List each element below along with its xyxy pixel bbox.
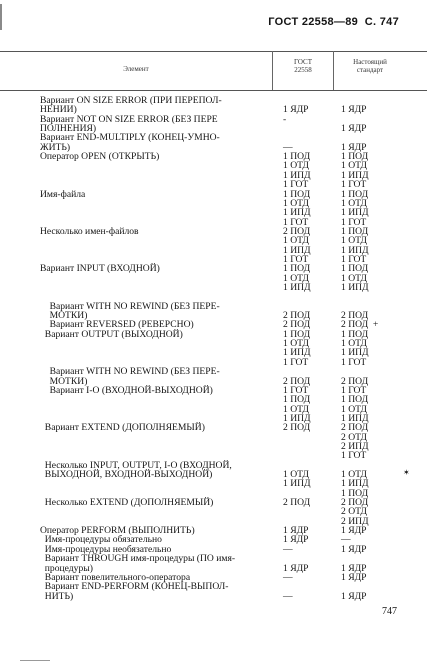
standard-cell: 1 ИПД	[341, 169, 369, 181]
standard-cell: 1 ПОД	[341, 328, 369, 340]
bottom-mark	[20, 660, 50, 661]
standard-cell: 1 ЯДР	[341, 562, 367, 574]
element-cell: ЖИТЬ)	[40, 141, 71, 153]
element-cell: ПОЛНЕНИЯ)	[40, 123, 97, 135]
element-cell: ВЫХОДНОЙ, ВХОДНОЙ-ВЫХОДНОЙ)	[40, 469, 213, 480]
gost-cell: 1 ИПД	[283, 478, 311, 490]
standard-cell: 1 ПОД	[341, 263, 369, 275]
element-cell: Оператор OPEN (ОТКРЫТЬ)	[40, 151, 160, 163]
gost-cell: 1 ГОТ	[283, 384, 309, 396]
standard-cell: 1 ОТД	[341, 469, 367, 480]
standard-cell: 1 ЯДР	[341, 571, 367, 583]
standard-cell: 2 ИПД	[341, 440, 369, 452]
standard-cell: 2 ПОД	[341, 310, 369, 322]
element-cell: Имя-процедуры необязательно	[40, 543, 172, 555]
gost-cell: 1 ИПД	[283, 207, 311, 219]
element-cell: Вариант END-PERFORM (КОНЕЦ-ВЫПОЛ-	[40, 581, 229, 593]
element-cell: Вариант REVERSED (РЕВЕРСНО)	[40, 319, 194, 331]
standard-cell: 2 ПОД	[341, 375, 369, 387]
gost-cell: —	[283, 543, 293, 555]
element-cell: Вариант I-O (ВХОДНОЙ-ВЫХОДНОЙ)	[40, 384, 213, 396]
gost-cell: 2 ПОД	[283, 225, 311, 237]
standard-cell: 2 ОТД	[341, 506, 367, 518]
standard-cell: 1 ОТД	[341, 403, 367, 415]
column-header-standard-line1: Настоящий	[353, 58, 387, 66]
gost-cell: 2 ПОД	[283, 319, 311, 331]
gost-cell: 1 ЯДР	[283, 525, 309, 537]
standard-cell: 1 ИПД	[341, 282, 369, 293]
gost-cell: 1 ОТД	[283, 403, 309, 415]
element-cell: Вариант OUTPUT (ВЫХОДНОЙ)	[40, 328, 183, 340]
element-cell: Вариант NOT ON SIZE ERROR (БЕЗ ПЕРЕ	[40, 113, 218, 125]
element-cell: Оператор PERFORM (ВЫПОЛНИТЬ)	[40, 525, 195, 537]
element-cell: Вариант INPUT (ВХОДНОЙ)	[40, 263, 160, 275]
gost-cell: -	[283, 113, 287, 125]
margin-mark: ✶	[403, 468, 410, 477]
standard-cell: 1 ИПД	[341, 207, 369, 219]
standard-cell: 1 ЯДР	[341, 104, 367, 116]
gost-cell: 1 ГОТ	[283, 356, 309, 368]
gost-cell: 1 ПОД	[283, 394, 311, 406]
standard-cell: 1 ЯДР	[341, 525, 367, 537]
gost-cell: 1 ИПД	[283, 169, 311, 181]
gost-cell: 1 ОТД	[283, 160, 309, 172]
table-top-rule	[0, 51, 427, 52]
standard-cell: 1 ПОД	[341, 487, 369, 499]
standard-cell: 1 ГОТ	[341, 179, 367, 191]
standard-cell: 1 ОТД	[341, 160, 367, 172]
standard-cell: 1 ГОТ	[341, 356, 367, 368]
standard-number: ГОСТ 22558—89	[268, 16, 359, 28]
column-header-gost-line2: 22558	[294, 66, 312, 74]
standard-cell: 2 ПОД	[341, 497, 369, 509]
element-cell: НИТЬ)	[40, 590, 74, 602]
element-cell: Вариант WITH NO REWIND (БЕЗ ПЕРЕ-	[40, 366, 220, 378]
standard-cell: 1 ОТД	[341, 235, 367, 247]
standard-cell: 1 ЯДР	[341, 543, 367, 555]
element-cell: МОТКИ)	[40, 310, 88, 322]
standard-cell: 1 ГОТ	[341, 253, 367, 265]
gost-cell: 1 ЯДР	[283, 562, 309, 574]
column-header-element: Элемент	[123, 65, 149, 73]
element-cell: Вариант THROUGH имя-процедуры (ПО имя-	[40, 553, 236, 565]
column-divider-1	[272, 51, 273, 90]
gost-cell: 1 ПОД	[283, 328, 311, 340]
standard-cell: 2 ПОД +	[341, 319, 379, 331]
standard-cell: 1 ОТД	[341, 272, 367, 284]
column-header-standard-line2: стандарт	[356, 66, 384, 74]
gost-cell: —	[283, 141, 293, 153]
gost-cell: 1 ОТД	[283, 272, 309, 284]
header-page: С. 747	[364, 16, 399, 28]
element-cell: НЕНИИ)	[40, 104, 77, 116]
standard-cell: 1 ГОТ	[341, 384, 367, 396]
gost-cell: —	[283, 571, 293, 583]
gost-cell: 2 ПОД	[283, 310, 311, 322]
standard-cell: 1 ПОД	[341, 151, 369, 163]
gost-cell: 1 ПОД	[283, 151, 311, 163]
element-cell: Вариант ON SIZE ERROR (ПРИ ПЕРЕПОЛ-	[40, 95, 222, 106]
standard-cell: 1 ЯДР	[341, 123, 367, 135]
element-cell: Вариант EXTEND (ДОПОЛНЯЕМЫЙ)	[40, 422, 205, 434]
column-divider-2	[333, 51, 334, 90]
standard-cell: 2 ПОД	[341, 422, 369, 434]
element-cell: Несколько имен-файлов	[40, 225, 139, 237]
standard-cell: 1 ГОТ	[341, 216, 367, 228]
column-header-standard	[335, 58, 405, 74]
gost-cell: 1 ИПД	[283, 244, 311, 256]
gost-cell: 2 ПОД	[283, 497, 311, 509]
element-cell: процедуры)	[40, 562, 93, 574]
gost-cell: 1 ГОТ	[283, 179, 309, 191]
standard-cell: 1 ПОД	[341, 394, 369, 406]
element-cell: Несколько EXTEND (ДОПОЛНЯЕМЫЙ)	[40, 497, 214, 509]
standard-cell: 1 ЯДР	[341, 590, 367, 602]
standard-cell: 1 ОТД	[341, 197, 367, 209]
gost-cell: 1 ИПД	[283, 282, 311, 293]
gost-cell: 1 ПОД	[283, 188, 311, 200]
gost-cell: —	[283, 590, 293, 602]
standard-cell: 1 ЯДР	[341, 141, 367, 153]
gost-cell: 1 ЯДР	[283, 534, 309, 546]
element-cell: Вариант END-MULTIPLY (КОНЕЦ-УМНО-	[40, 132, 220, 144]
gost-cell: 1 ГОТ	[283, 253, 309, 265]
gost-cell: 1 ОТД	[283, 469, 309, 480]
gost-cell: 1 ОТД	[283, 235, 309, 247]
element-cell: Имя-процедуры обязательно	[40, 534, 162, 546]
running-header	[268, 16, 399, 28]
standard-cell: 2 ИПД	[341, 515, 369, 527]
page-number: 747	[382, 606, 397, 617]
standard-cell: 1 ИПД	[341, 244, 369, 256]
gost-cell: 1 ОТД	[283, 197, 309, 209]
gost-cell: 1 ИПД	[283, 412, 311, 424]
element-cell: МОТКИ)	[40, 375, 88, 387]
gost-cell: 2 ПОД	[283, 422, 311, 434]
table-header-rule	[0, 90, 427, 91]
gost-cell: 1 ОТД	[283, 338, 309, 350]
standard-cell: 1 ПОД	[341, 188, 369, 200]
gost-cell: 1 ПОД	[283, 263, 311, 275]
standard-cell: 1 ИПД	[341, 478, 369, 490]
page-edge-mark	[0, 4, 2, 30]
standard-cell: 1 ИПД	[341, 412, 369, 424]
gost-cell: 1 ГОТ	[283, 216, 309, 228]
standard-cell: 1 ИПД	[341, 347, 369, 359]
gost-cell: 2 ПОД	[283, 375, 311, 387]
gost-cell: 1 ЯДР	[283, 104, 309, 116]
gost-cell: 1 ИПД	[283, 347, 311, 359]
element-cell: Несколько INPUT, OUTPUT, I-O (ВХОДНОЙ,	[40, 459, 232, 471]
element-cell: Вариант WITH NO REWIND (БЕЗ ПЕРЕ-	[40, 300, 220, 312]
standard-cell: —	[341, 534, 351, 546]
standard-cell: 2 ОТД	[341, 431, 367, 443]
element-cell: Имя-файла	[40, 188, 86, 200]
column-header-gost-line1: ГОСТ	[294, 58, 312, 66]
standard-cell: 1 ОТД	[341, 338, 367, 350]
standard-cell: 1 ГОТ	[341, 450, 367, 462]
element-cell: Вариант повелительного-оператора	[40, 571, 191, 583]
standard-cell: 1 ПОД	[341, 225, 369, 237]
column-header-gost	[274, 58, 332, 74]
